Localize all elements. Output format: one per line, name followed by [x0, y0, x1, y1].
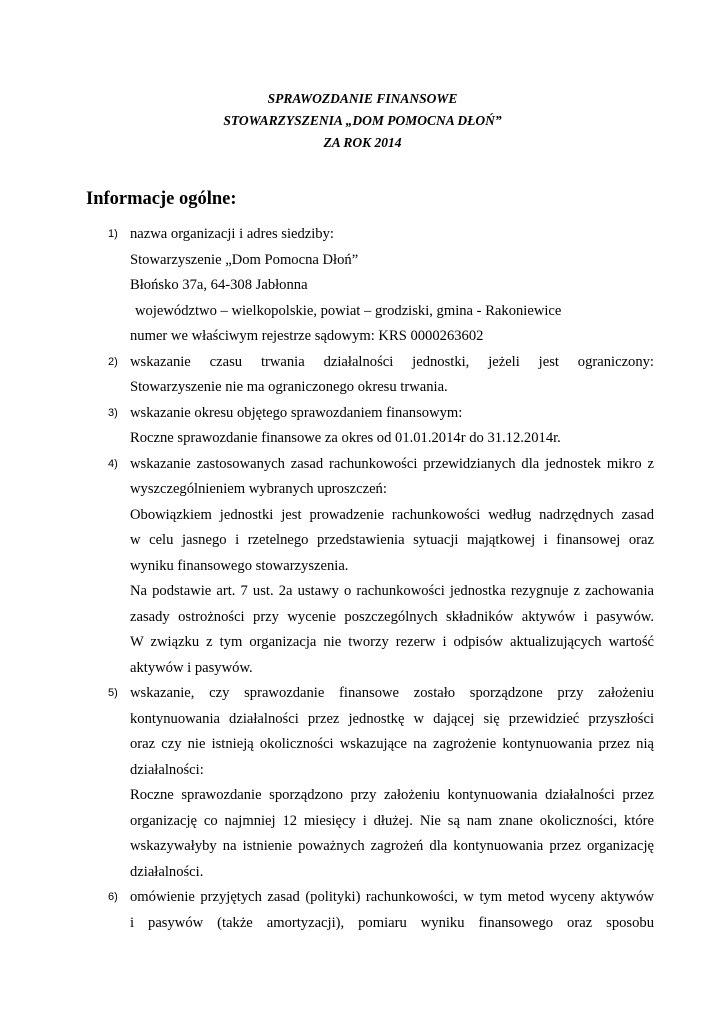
list-item-number: 6) [108, 891, 118, 903]
list-item-line: wskazanie zastosowanych zasad rachunkowości przewidzianych dla jednostek mikro z [130, 455, 654, 472]
list-item-line: wskazanie czasu trwania działalności jednostki, jeżeli jest ograniczony: [130, 353, 654, 370]
list-item-line: nazwa organizacji i adres siedziby: [130, 226, 334, 242]
title-line-1: SPRAWOZDANIE FINANSOWE [267, 91, 458, 106]
list-item-line: Stowarzyszenie nie ma ograniczonego okresu trwania. [130, 379, 448, 395]
list-item-3 [0, 401, 725, 452]
section-heading: Informacje ogólne: [86, 189, 237, 209]
list-item-number: 5) [108, 687, 118, 699]
list-item-number: 2) [108, 355, 118, 368]
list-item-line: Stowarzyszenie „Dom Pomocna Dłoń” [130, 251, 359, 268]
numbered-list [0, 222, 725, 936]
list-item-line: omówienie przyjętych zasad (polityki) rachunkowości, w tym metod wyceny aktywów [130, 889, 654, 905]
list-item-line: działalności. [130, 863, 204, 880]
list-item-line: zasady ostrożności przy wycenie poszczególnych składników aktywów i pasywów. [130, 608, 654, 625]
list-item-5 [0, 681, 725, 885]
list-item-line: organizację co najmniej 12 miesięcy i dłużej. Nie są nam znane okoliczności, które [130, 812, 654, 829]
list-item-line: numer we właściwym rejestrze sądowym: KRS 0000263602 [130, 328, 484, 344]
list-item-2 [0, 350, 725, 401]
list-item-line: w celu jasnego i rzetelnego przedstawienia sytuacji majątkowej i finansowej oraz [130, 532, 654, 548]
list-item-line: W związku z tym organizacja nie tworzy rezerw i odpisów aktualizujących wartość [130, 634, 654, 650]
title-line-2: STOWARZYSZENIA „DOM POMOCNA DŁOŃ” [223, 113, 502, 128]
list-item-line: Na podstawie art. 7 ust. 2a ustawy o rachunkowości jednostka rezygnuje z zachowania [130, 583, 654, 599]
list-item-line: województwo – wielkopolskie, powiat – grodziski, gmina - Rakoniewice [135, 302, 562, 319]
list-item-1 [0, 222, 725, 350]
title-line-3: ZA ROK 2014 [323, 135, 402, 150]
list-item-line: Błońsko 37a, 64-308 Jabłonna [130, 277, 308, 293]
list-item-line: Roczne sprawozdanie finansowe za okres od 01.01.2014r do 31.12.2014r. [130, 430, 561, 446]
list-item-line: wskazywałyby na istnienie poważnych zagrożeń dla kontynuowania przez organizację [130, 838, 654, 854]
list-item-number: 3) [108, 406, 118, 419]
list-item-line: wyszczególnieniem wybranych uproszczeń: [130, 481, 387, 497]
document-title [0, 88, 725, 154]
list-item-line: wskazanie okresu objętego sprawozdaniem finansowym: [130, 404, 463, 421]
list-item-line: kontynuowania działalności przez jednostkę w dającej się przewidzieć przyszłości [130, 710, 654, 727]
list-item-line: oraz czy nie istnieją okoliczności wskazujące na zagrożenie kontynuowania przez nią [130, 736, 654, 752]
list-item-number: 4) [108, 457, 118, 470]
list-item-number: 1) [108, 228, 118, 240]
list-item-line: wskazanie, czy sprawozdanie finansowe zostało sporządzone przy założeniu [130, 685, 654, 701]
list-item-line: i pasywów (także amortyzacji), pomiaru wyniku finansowego oraz sposobu [130, 914, 654, 931]
list-item-line: aktywów i pasywów. [130, 659, 253, 676]
list-item-line: Roczne sprawozdanie sporządzono przy założeniu kontynuowania działalności przez [130, 787, 654, 803]
list-item-line: działalności: [130, 761, 204, 778]
list-item-line: Obowiązkiem jednostki jest prowadzenie rachunkowości według nadrzędnych zasad [130, 506, 654, 523]
list-item-4 [0, 452, 725, 682]
list-item-line: wyniku finansowego stowarzyszenia. [130, 557, 349, 574]
list-item-6 [0, 885, 725, 936]
